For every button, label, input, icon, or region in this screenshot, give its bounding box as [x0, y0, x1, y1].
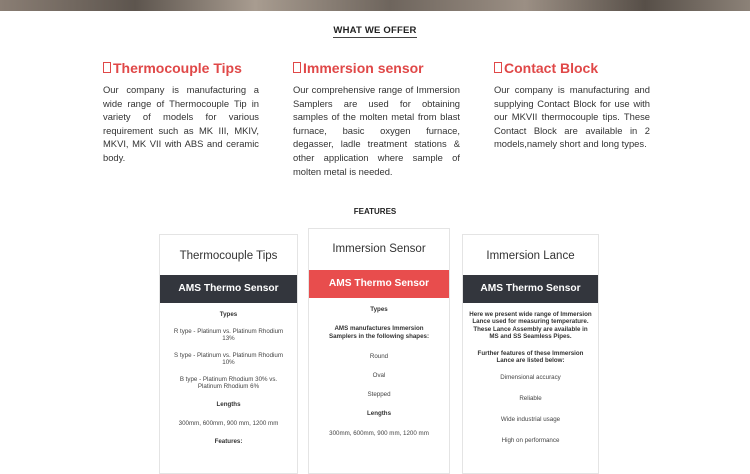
card-line: AMS manufactures Immersion Samplers in the following shapes: — [328, 325, 430, 340]
card-body — [463, 311, 598, 445]
card-body — [309, 306, 449, 438]
missing-glyph-icon — [494, 62, 502, 73]
card-line: Lengths — [366, 410, 392, 418]
card-line: Dimensional accuracy — [500, 374, 561, 382]
card-line: Types — [370, 306, 388, 313]
offer-title-text: Contact Block — [504, 60, 599, 76]
features-heading: FEATURES — [353, 207, 397, 216]
card-line: B type - Platinum Rhodium 30% vs. Platinum Rhodium 6% — [179, 375, 278, 391]
hero-image-strip — [0, 0, 750, 11]
offer-title-contact-block[interactable] — [494, 60, 650, 76]
card-line: Here we present wide range of Immersion Lance used for measuring temperature. These Lance Assembly are available in MS and SS Seamless Pipes. — [469, 311, 592, 341]
card-line: Lengths — [216, 401, 241, 409]
card-line: Features: — [214, 438, 243, 446]
missing-glyph-icon — [103, 62, 111, 73]
feature-card-immersion-lance — [462, 234, 599, 474]
offer-title-thermocouple-tips[interactable] — [103, 60, 259, 76]
missing-glyph-icon — [293, 62, 301, 73]
card-title: Thermocouple Tips — [179, 250, 278, 262]
feature-card-thermocouple-tips — [159, 234, 298, 474]
card-line: Round — [369, 353, 389, 361]
card-line: Oval — [372, 372, 386, 380]
card-line: Further features of these Immersion Lance are listed below: — [477, 349, 584, 365]
card-line: High on performance — [501, 437, 560, 445]
card-banner: AMS Thermo Sensor — [309, 270, 449, 298]
card-line: Stepped — [367, 391, 391, 399]
card-line: Types — [219, 311, 238, 318]
card-title: Immersion Lance — [486, 250, 575, 262]
card-line: R type - Platinum vs. Platinum Rhodium 13% — [173, 328, 284, 343]
card-banner: AMS Thermo Sensor — [463, 275, 598, 303]
offer-description: Our company is manufacturing and supplying Contact Block for use with our MKVII thermocouple tips. These Contact Block are available in 2 models,namely short and long types. — [494, 84, 650, 150]
what-we-offer-heading — [0, 25, 750, 36]
what-we-offer-heading-text: WHAT WE OFFER — [333, 25, 417, 36]
card-line: Wide industrial usage — [500, 416, 561, 424]
card-banner: AMS Thermo Sensor — [160, 275, 297, 303]
card-line: 300mm, 600mm, 900 mm, 1200 mm — [178, 420, 279, 428]
offer-column-thermocouple-tips — [103, 60, 259, 165]
card-body — [160, 311, 297, 446]
card-title: Immersion Sensor — [332, 243, 426, 255]
offer-column-contact-block — [494, 60, 650, 151]
offer-title-text: Immersion sensor — [303, 60, 424, 76]
card-line: 300mm, 600mm, 900 mm, 1200 mm — [329, 430, 429, 438]
offer-column-immersion-sensor — [293, 60, 460, 178]
feature-card-immersion-sensor — [308, 228, 450, 474]
offer-title-text: Thermocouple Tips — [113, 60, 242, 76]
card-line: S type - Platinum vs. Platinum Rhodium 10% — [173, 351, 283, 367]
offer-description: Our comprehensive range of Immersion Samplers are used for obtaining samples of the molten metal from blast furnace, basic oxygen furnace, degasser, ladle treatment stations & other application where sample of molten metal is needed. — [293, 84, 460, 177]
card-line: Reliable — [519, 395, 542, 403]
offer-description: Our company is manufacturing a wide range of Thermocouple Tip in variety of models for various requirement such as MK III, MKIV, MKVI, MK VII with ABS and ceramic body. — [103, 84, 259, 163]
offer-title-immersion-sensor[interactable] — [293, 60, 460, 76]
